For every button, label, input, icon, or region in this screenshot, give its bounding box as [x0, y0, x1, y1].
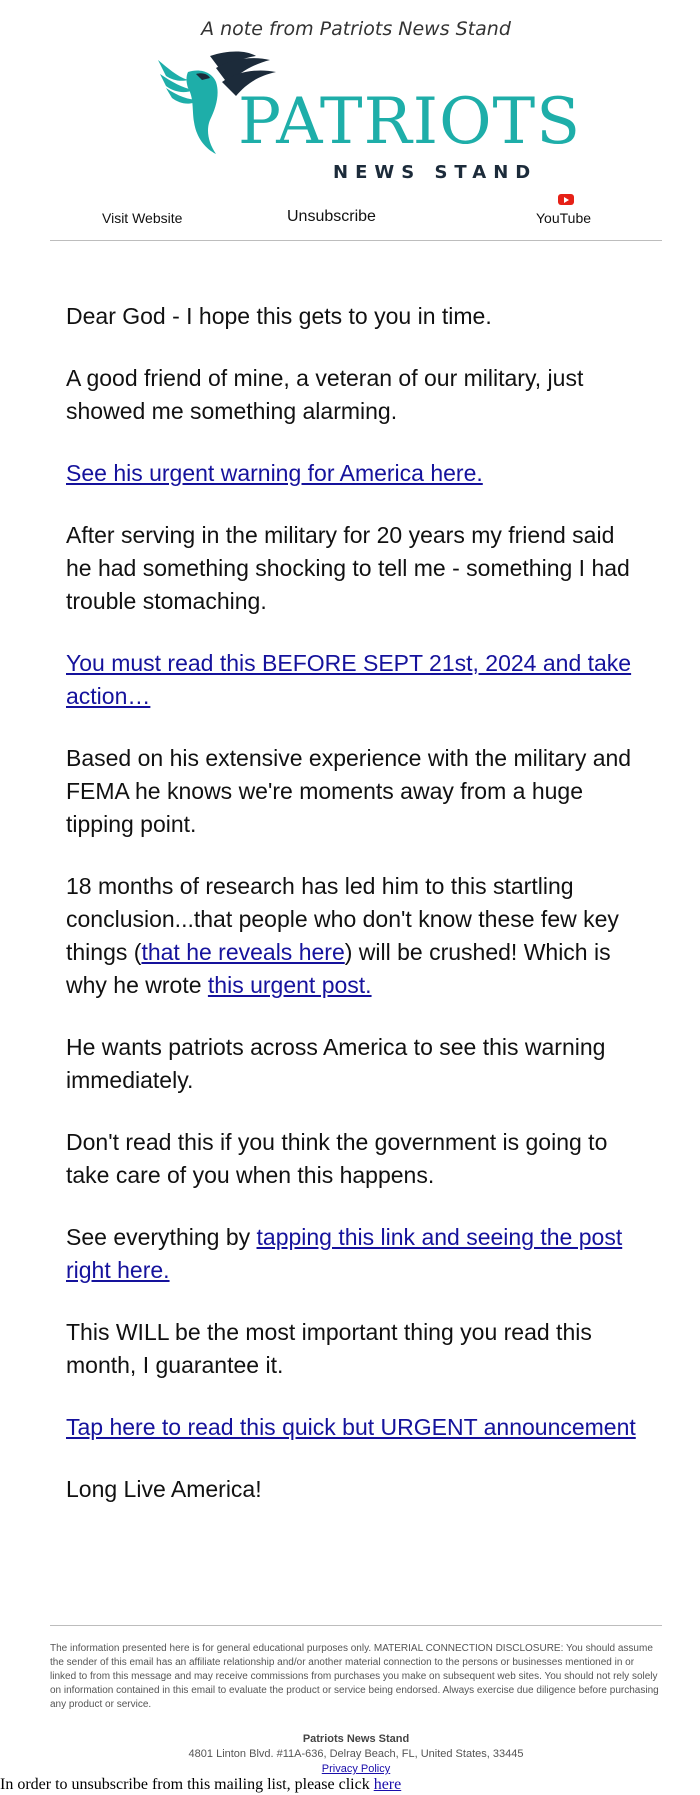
unsubscribe-link[interactable]: Unsubscribe: [287, 208, 376, 225]
body-paragraph: [66, 1221, 646, 1287]
unsubscribe-notice: [0, 1776, 401, 1794]
youtube-link[interactable]: YouTube: [536, 210, 592, 226]
body-paragraph: This WILL be the most important thing you read this month, I guarantee it.: [66, 1319, 592, 1378]
email-footer: [50, 1625, 662, 1777]
unsubscribe-here-link[interactable]: here: [373, 1776, 402, 1793]
body-paragraph: A good friend of mine, a veteran of our military, just showed me something alarming.: [66, 365, 584, 424]
body-paragraph: Long Live America!: [66, 1476, 262, 1502]
body-paragraph: [66, 870, 646, 1002]
link-paragraph: [66, 457, 646, 490]
brand-subtitle: NEWS STAND: [333, 162, 538, 183]
urgent-warning-link[interactable]: See his urgent warning for America here.: [66, 460, 483, 486]
visit-website-link[interactable]: Visit Website: [102, 210, 183, 226]
company-name: Patriots News Stand: [302, 1733, 410, 1745]
company-info: [50, 1732, 662, 1777]
unsubscribe-notice-text: In order to unsubscribe from this mailing list, please click: [0, 1776, 374, 1793]
header-kicker: A note from Patriots News Stand: [201, 18, 511, 40]
patriots-logo: [158, 50, 608, 185]
text-span: 18 months of research has led him to this startling conclusion...that people who don't know these few key things (: [66, 873, 619, 965]
link-paragraph: [66, 1411, 646, 1444]
email-body: [66, 300, 646, 1535]
urgent-post-link[interactable]: this urgent post.: [207, 972, 372, 998]
privacy-policy-link[interactable]: Privacy Policy: [321, 1763, 391, 1775]
brand-title: PATRIOTS: [238, 85, 582, 159]
body-paragraph: Dear God - I hope this gets to you in time.: [66, 303, 492, 329]
disclaimer-text: The information presented here is for general educational purposes only. MATERIAL CONNECTION DISCLOSURE: You should assume the sender of this email has an affiliate relationship and/or another material connection to the persons or businesses mentioned in or linked to from this message and may receive commissions from purchases you make on subsequent web sites. You should not rely solely on information contained in this email to evaluate the product or service being endorsed. Always exercise due diligence before purchasing any product or service.: [50, 1643, 659, 1710]
body-paragraph: Don't read this if you think the government is going to take care of you when this happens.: [66, 1129, 608, 1188]
company-address: 4801 Linton Blvd. #11A-636, Delray Beach, FL, United States, 33445: [188, 1748, 524, 1760]
text-span: See everything by: [66, 1224, 257, 1250]
youtube-icon[interactable]: [558, 194, 574, 205]
reveals-here-link[interactable]: that he reveals here: [141, 939, 345, 965]
link-paragraph: [66, 647, 646, 713]
read-before-link[interactable]: You must read this BEFORE SEPT 21st, 2024 and take action…: [66, 650, 632, 709]
announcement-link[interactable]: Tap here to read this quick but URGENT announcement: [66, 1414, 636, 1440]
text-span: ) will be crushed! Which is why he wrote: [66, 939, 611, 998]
body-paragraph: After serving in the military for 20 years my friend said he had something shocking to tell me - something I had trouble stomaching.: [66, 522, 630, 614]
body-paragraph: Based on his extensive experience with the military and FEMA he knows we're moments away from a huge tipping point.: [66, 745, 632, 837]
tap-link[interactable]: tapping this link and seeing the post right here.: [66, 1224, 623, 1283]
header-nav: [50, 200, 662, 241]
body-paragraph: He wants patriots across America to see this warning immediately.: [66, 1034, 606, 1093]
